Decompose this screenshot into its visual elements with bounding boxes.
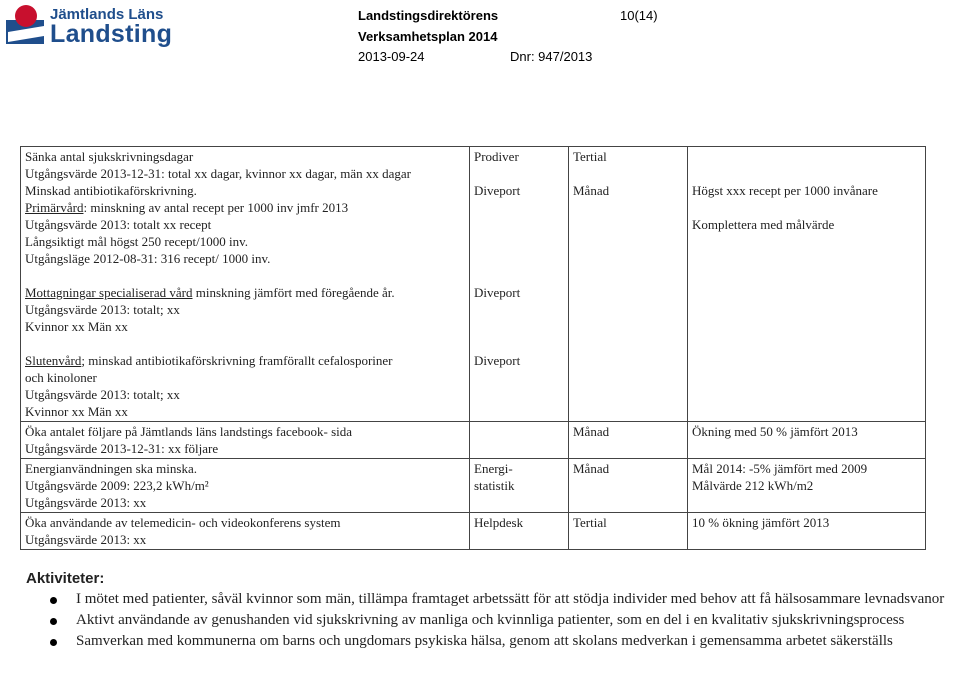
source-line: Energi- — [474, 461, 513, 476]
page-number: 10(14) — [620, 8, 658, 23]
source-cell — [470, 459, 569, 513]
target-line — [692, 148, 921, 165]
frequency-cell — [569, 513, 688, 550]
goal-line — [25, 531, 465, 548]
goal-text: Sänka antal sjukskrivningsdagar — [25, 149, 194, 164]
goal-cell — [21, 513, 470, 550]
frequency-cell — [569, 422, 688, 459]
goal-line — [25, 284, 465, 301]
goal-line — [25, 216, 465, 233]
goal-line — [25, 301, 465, 318]
source-line: Diveport — [474, 285, 521, 300]
goal-line — [25, 148, 465, 165]
goal-text: minskning jämfört med föregående år. — [192, 285, 395, 300]
frequency-cell — [569, 459, 688, 513]
target-line: Komplettera med målvärde — [692, 217, 835, 232]
goal-area: Primärvård — [25, 200, 84, 215]
document-date: 2013-09-24 — [358, 49, 425, 64]
source-cell — [470, 513, 569, 550]
frequency-line: Månad — [573, 424, 610, 439]
source-line — [474, 267, 564, 284]
goal-text: Utgångsvärde 2013: totalt; xx — [25, 302, 180, 317]
goal-text: Långsiktigt mål högst 250 recept/1000 inv. — [25, 234, 249, 249]
logo-line2: Landsting — [50, 20, 173, 48]
source-cell — [470, 422, 569, 459]
target-line: Högst xxx recept per 1000 invånare — [692, 183, 878, 198]
goal-line — [25, 369, 465, 386]
target-cell — [688, 147, 926, 422]
page-header — [0, 0, 960, 80]
activities-list — [30, 590, 960, 653]
goal-line — [25, 165, 465, 182]
goal-line — [25, 514, 465, 531]
activity-item — [30, 590, 960, 609]
goal-line — [25, 352, 465, 369]
table-row — [21, 147, 926, 422]
goal-cell — [21, 147, 470, 422]
goal-text: : minskning av antal recept per 1000 inv jmfr 2013 — [83, 200, 349, 215]
source-line — [474, 301, 564, 318]
document-dnr: Dnr: 947/2013 — [510, 49, 593, 64]
goal-area: Slutenvård — [25, 353, 82, 368]
goal-text: Energianvändningen ska minska. — [25, 461, 197, 476]
goal-text: Kvinnor xx Män xx — [25, 319, 128, 334]
source-line: Prodiver — [474, 149, 519, 164]
goal-line — [25, 494, 465, 511]
goal-line — [25, 386, 465, 403]
goal-cell — [21, 459, 470, 513]
goal-text: ; minskad antibiotikaförskrivning framförallt cefalosporiner — [81, 353, 393, 368]
goal-line — [25, 477, 465, 494]
table-row — [21, 422, 926, 459]
goal-text: Utgångsvärde 2013: totalt; xx — [25, 387, 180, 402]
activity-text: I mötet med patienter, såväl kvinnor som män, tillämpa framtaget arbetssätt för att stödja individer med behov att få hälsosammare levnadsvanor — [76, 591, 945, 607]
activity-text: Samverkan med kommunerna om barns och ungdomars psykiska hälsa, genom att skolans medverkan i gemensamma arbetet säkerställs — [76, 633, 893, 649]
goal-text: och kinoloner — [25, 370, 97, 385]
source-line — [474, 233, 564, 250]
frequency-line: Månad — [573, 183, 610, 198]
frequency-line: Månad — [573, 461, 610, 476]
target-line: 10 % ökning jämfört 2013 — [692, 515, 830, 530]
source-line — [474, 335, 564, 352]
target-line: Ökning med 50 % jämfört 2013 — [692, 424, 858, 439]
goal-line — [25, 318, 465, 335]
goal-line — [25, 423, 465, 440]
goal-text: Utgångsvärde 2013: xx — [25, 495, 147, 510]
source-line: Diveport — [474, 183, 521, 198]
goal-line — [25, 233, 465, 250]
goal-text: Utgångsvärde 2013: xx — [25, 532, 147, 547]
target-line: Mål 2014: -5% jämfört med 2009 — [692, 461, 868, 476]
source-line: statistik — [474, 478, 515, 493]
goal-text: Utgångsvärde 2009: 223,2 kWh/m² — [25, 478, 209, 493]
source-cell — [470, 147, 569, 422]
spacer — [25, 335, 465, 352]
frequency-cell — [569, 147, 688, 422]
goal-line — [25, 440, 465, 457]
activity-item — [30, 632, 960, 651]
goal-text: Kvinnor xx Män xx — [25, 404, 128, 419]
activity-item — [30, 611, 960, 630]
bullet-icon — [50, 639, 57, 646]
logo-line1: Jämtlands Läns — [50, 6, 164, 23]
target-cell — [688, 513, 926, 550]
activities-title: Aktiviteter: — [26, 570, 105, 587]
spacer — [25, 267, 465, 284]
goal-line — [25, 250, 465, 267]
goal-text: Minskad antibiotikaförskrivning. — [25, 183, 197, 198]
target-cell — [688, 459, 926, 513]
source-line — [474, 250, 564, 267]
goal-area: Mottagningar specialiserad vård — [25, 285, 193, 300]
goal-text: Öka antalet följare på Jämtlands läns landstings facebook- sida — [25, 424, 353, 439]
frequency-line — [573, 165, 683, 182]
table-row — [21, 513, 926, 550]
target-line — [692, 199, 921, 216]
plan-title: Verksamhetsplan 2014 — [358, 29, 498, 44]
goal-line — [25, 460, 465, 477]
goal-line — [25, 182, 465, 199]
goal-text: Utgångsvärde 2013-12-31: total xx dagar, kvinnor xx dagar, män xx dagar — [25, 166, 411, 181]
activity-text: Aktivt användande av genushanden vid sjukskrivning av manliga och kvinnliga patienter, som en del i en kvalitativ sjukskrivningsprocess — [76, 612, 905, 628]
target-line: Målvärde 212 kWh/m2 — [692, 478, 814, 493]
frequency-line: Tertial — [573, 515, 607, 530]
bullet-icon — [50, 597, 57, 604]
goal-text: Utgångsläge 2012-08-31: 316 recept/ 1000 inv. — [25, 251, 271, 266]
goal-line — [25, 403, 465, 420]
department-title: Landstingsdirektörens — [358, 8, 499, 23]
goals-table — [20, 146, 926, 550]
source-line: Diveport — [474, 353, 521, 368]
goal-cell — [21, 422, 470, 459]
frequency-line: Tertial — [573, 149, 607, 164]
bullet-icon — [50, 618, 57, 625]
landsting-logo-icon — [4, 2, 48, 46]
goal-text: Utgångsvärde 2013: totalt xx recept — [25, 217, 212, 232]
goal-text: Öka användande av telemedicin- och videokonferens system — [25, 515, 341, 530]
target-line — [692, 165, 921, 182]
goal-text: Utgångsvärde 2013-12-31: xx följare — [25, 441, 219, 456]
source-line — [474, 165, 564, 182]
source-line: Helpdesk — [474, 515, 524, 530]
source-line — [474, 318, 564, 335]
goal-line — [25, 199, 465, 216]
target-cell — [688, 422, 926, 459]
source-line — [474, 199, 564, 216]
source-line — [474, 216, 564, 233]
landsting-logo — [4, 2, 174, 52]
table-row — [21, 459, 926, 513]
